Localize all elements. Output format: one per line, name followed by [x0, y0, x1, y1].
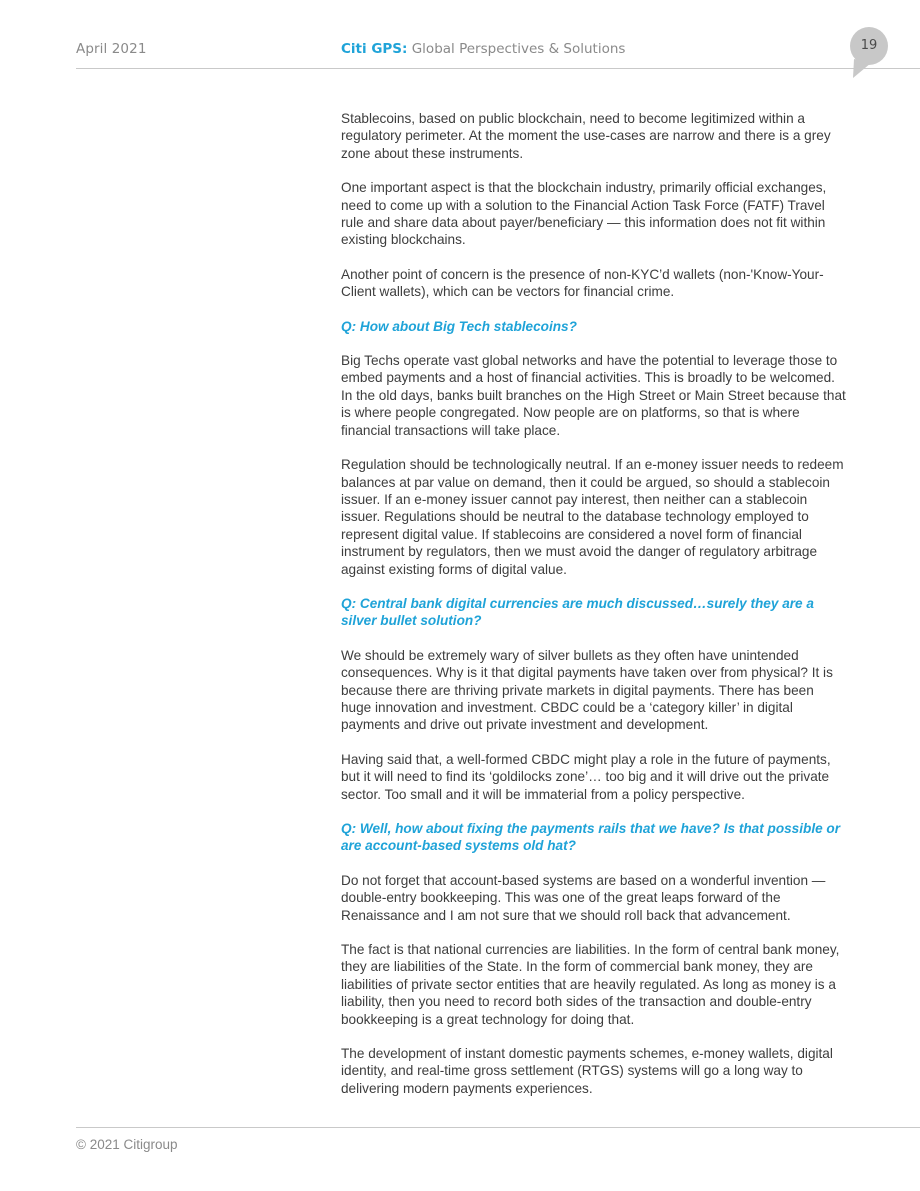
interview-question: Q: Central bank digital currencies are much discussed…surely they are a silver bullet solution? [341, 595, 814, 629]
interview-question: Q: How about Big Tech stablecoins? [341, 318, 577, 334]
body-paragraph: Do not forget that account-based systems are based on a wonderful invention — double-entry bookkeeping. This was one of the great leaps forward of the Renaissance and I am not sure that we should roll back that advancement. [341, 872, 826, 923]
body-paragraph: Having said that, a well-formed CBDC might play a role in the future of payments, but it will need to find its ‘goldilocks zone’… too big and it will drive out the private sector. Too small and it will be immaterial from a policy perspective. [341, 751, 831, 802]
interview-question: Q: Well, how about fixing the payments rails that we have? Is that possible or are account-based systems old hat? [341, 821, 841, 854]
header-publication-title [341, 41, 625, 57]
page-header [0, 0, 920, 80]
body-paragraph: The development of instant domestic payments schemes, e-money wallets, digital identity, and real-time gross settlement (RTGS) systems will go a long way to delivering modern payments experiences. [341, 1046, 833, 1096]
body-paragraph: Big Techs operate vast global networks and have the potential to leverage those to embed payments and a host of financial activities. This is broadly to be welcomed. In the old days, banks built branches on the High Street or Main Street because that is where people congregated. Now people are on platforms, so that is where financial transactions will take place. [341, 353, 846, 438]
header-brand: Citi GPS: [341, 41, 408, 57]
body-paragraph: Another point of concern is the presence of non-KYC’d wallets (non-'Know-Your-Client wallets), which can be vectors for financial crime. [341, 266, 824, 300]
page-number-badge [849, 27, 889, 79]
body-paragraph: We should be extremely wary of silver bullets as they often have unintended consequences. Why is it that digital payments have taken over from physical? It is because there are thriving private markets in digital payments. There has been huge innovation and investment. CBDC could be a ‘category killer’ in digital payments and drive out private investment and development. [341, 647, 833, 733]
speech-bubble-icon [849, 27, 889, 79]
header-date: April 2021 [76, 41, 147, 57]
body-paragraph: The fact is that national currencies are liabilities. In the form of central bank money, they are liabilities of the State. In the form of commercial bank money, they are liabilities of private sector entities that are heavily regulated. As long as money is a liability, then you need to record both sides of the transaction and double-entry bookkeeping is a great technology for doing that. [341, 942, 840, 1027]
article-body [341, 110, 847, 1114]
body-paragraph: Stablecoins, based on public blockchain, need to become legitimized within a regulatory perimeter. At the moment the use-cases are narrow and there is a grey zone about these instruments. [341, 111, 831, 161]
footer-divider [76, 1127, 920, 1128]
body-paragraph: Regulation should be technologically neutral. If an e-money issuer needs to redeem balances at par value on demand, then it could be argued, so should a stablecoin issuer. If an e-money issuer cannot pay interest, then neither can a stablecoin issuer. Regulations should be neutral to the database technology employed to represent digital value. If stablecoins are considered a novel form of financial instrument by regulators, then we must avoid the danger of regulatory arbitrage against existing forms of digital value. [341, 457, 844, 577]
page-number: 19 [860, 38, 878, 53]
header-subtitle: Global Perspectives & Solutions [411, 41, 626, 57]
header-divider [76, 68, 920, 69]
footer-copyright: © 2021 Citigroup [76, 1137, 178, 1152]
body-paragraph: One important aspect is that the blockchain industry, primarily official exchanges, need to come up with a solution to the Financial Action Task Force (FATF) Travel rule and share data about payer/beneficiary — this information does not fit within existing blockchains. [341, 180, 827, 248]
